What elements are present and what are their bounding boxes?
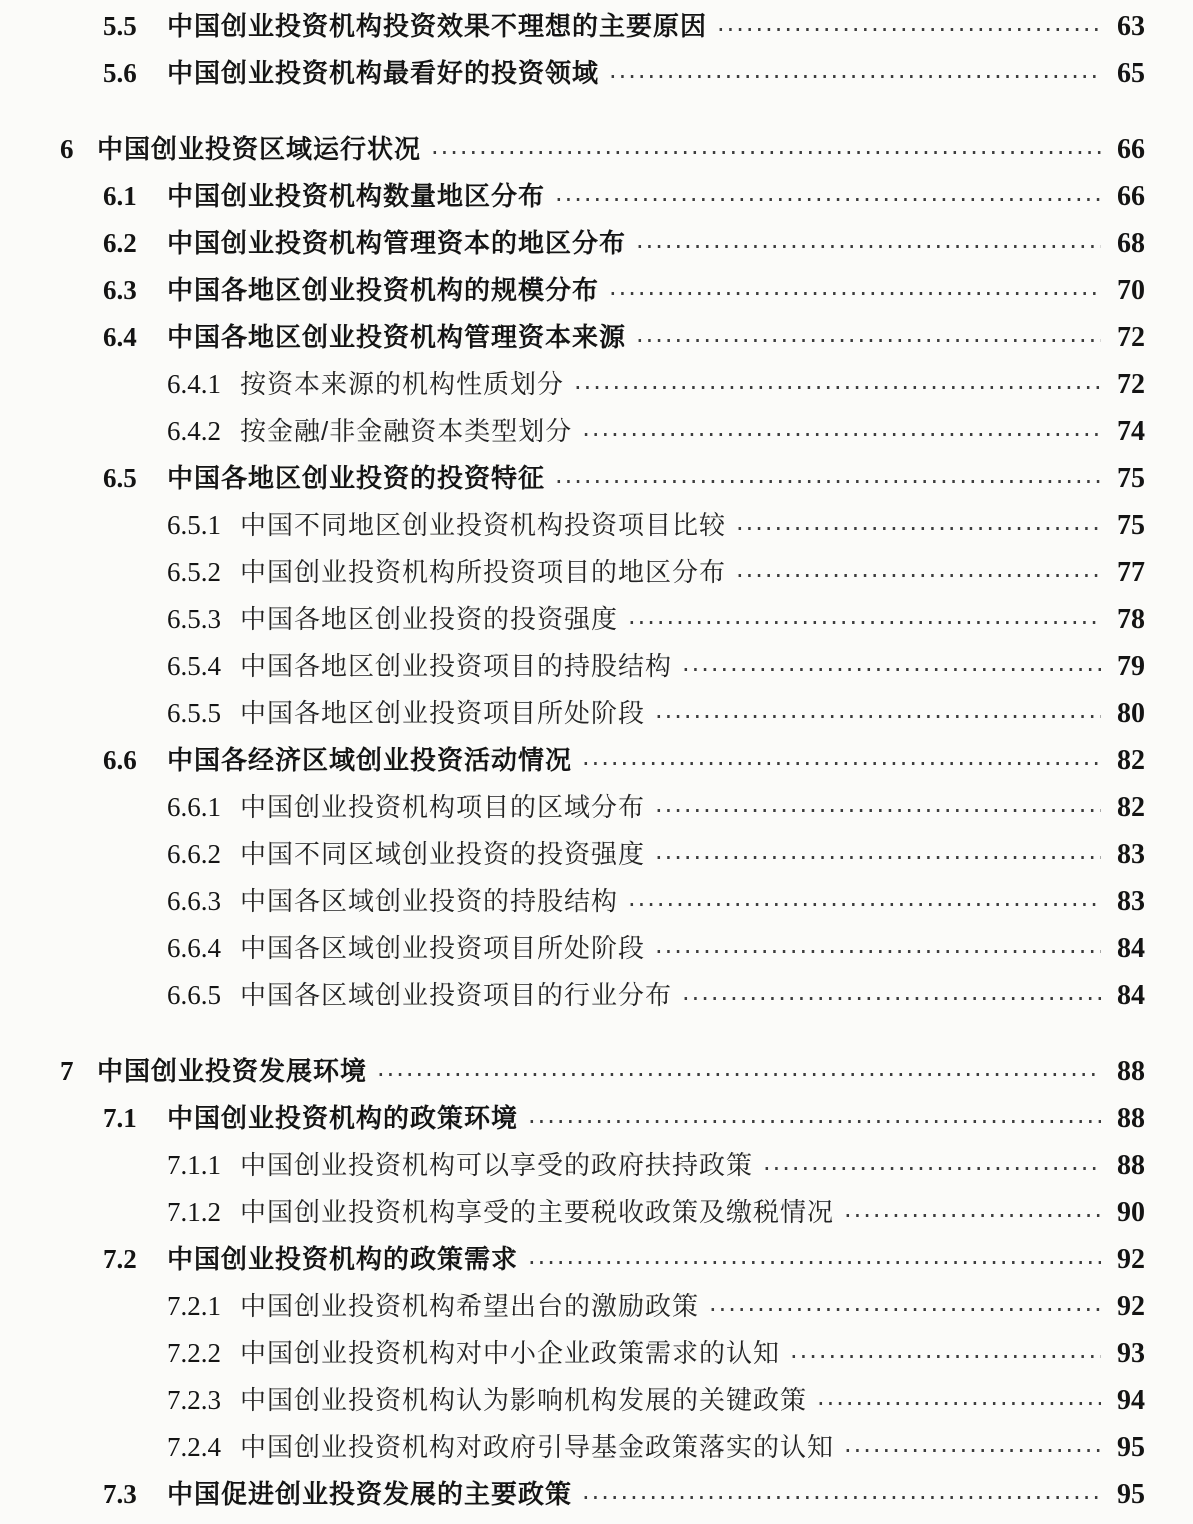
entry-number: 7.1 (103, 1103, 137, 1133)
entry-page-number: 68 (1117, 228, 1145, 259)
toc-entry (0, 1286, 1145, 1333)
entry-title: 中国创业投资机构投资效果不理想的主要原因 (167, 11, 708, 41)
dot-leader (582, 749, 1101, 779)
entry-title: 中国创业投资机构认为影响机构发展的关键政策 (240, 1385, 808, 1415)
dot-leader (655, 937, 1101, 967)
dot-leader (628, 608, 1101, 638)
dot-leader (790, 1342, 1101, 1372)
toc-entry (0, 53, 1145, 100)
entry-number: 6.5.2 (167, 557, 221, 587)
dot-leader (655, 796, 1101, 826)
entry-title: 中国各地区创业投资机构管理资本来源 (167, 322, 627, 352)
entry-page-number: 88 (1117, 1056, 1145, 1087)
entry-title: 中国创业投资机构管理资本的地区分布 (167, 228, 627, 258)
entry-page-number: 80 (1117, 698, 1145, 729)
entry-page-number: 66 (1117, 181, 1145, 212)
entry-page-number: 63 (1117, 11, 1145, 42)
entry-title: 中国创业投资区域运行状况 (97, 134, 422, 164)
entry-title: 中国各区域创业投资的持股结构 (240, 886, 619, 916)
entry-title: 中国创业投资机构项目的区域分布 (240, 792, 646, 822)
entry-title: 按资本来源的机构性质划分 (240, 369, 565, 399)
toc-entry (0, 1145, 1145, 1192)
toc-entry (0, 411, 1145, 458)
toc-entry (0, 129, 1145, 176)
entry-title: 中国不同区域创业投资的投资强度 (240, 839, 646, 869)
dot-leader (609, 62, 1101, 92)
dot-leader (609, 279, 1101, 309)
entry-number: 5.5 (103, 11, 137, 41)
entry-title: 按金融/非金融资本类型划分 (240, 416, 573, 446)
entry-number: 6.5.4 (167, 651, 221, 681)
entry-number: 7 (60, 1056, 74, 1086)
toc-entry (0, 364, 1145, 411)
entry-title: 中国创业投资机构对中小企业政策需求的认知 (240, 1338, 781, 1368)
entry-page-number: 92 (1117, 1291, 1145, 1322)
entry-page-number: 72 (1117, 369, 1145, 400)
entry-page-number: 65 (1117, 58, 1145, 89)
entry-page-number: 94 (1117, 1385, 1145, 1416)
dot-leader (717, 15, 1101, 45)
dot-leader (431, 138, 1101, 168)
entry-page-number: 93 (1117, 1338, 1145, 1369)
entry-title: 中国不同地区创业投资机构投资项目比较 (240, 510, 727, 540)
entry-title: 中国促进创业投资发展的主要政策 (167, 1479, 573, 1509)
entry-page-number: 72 (1117, 322, 1145, 353)
entry-number: 7.2.2 (167, 1338, 221, 1368)
dot-leader (582, 420, 1101, 450)
entry-title: 中国各地区创业投资机构的规模分布 (167, 275, 600, 305)
toc-entry (0, 176, 1145, 223)
entry-number: 6.5.3 (167, 604, 221, 634)
entry-number: 7.2.4 (167, 1432, 221, 1462)
entry-title: 中国创业投资机构数量地区分布 (167, 181, 546, 211)
entry-page-number: 83 (1117, 839, 1145, 870)
entry-page-number: 66 (1117, 134, 1145, 165)
entry-page-number: 95 (1117, 1432, 1145, 1463)
entry-page-number: 75 (1117, 463, 1145, 494)
toc-entry (0, 693, 1145, 740)
entry-number: 6.5.1 (167, 510, 221, 540)
entry-page-number: 88 (1117, 1150, 1145, 1181)
entry-number: 7.1.1 (167, 1150, 221, 1180)
entry-number: 6.5 (103, 463, 137, 493)
toc-entry (0, 787, 1145, 834)
toc-entry (0, 1051, 1145, 1098)
dot-leader (736, 514, 1101, 544)
entry-number: 7.1.2 (167, 1197, 221, 1227)
entry-page-number: 84 (1117, 933, 1145, 964)
dot-leader (844, 1201, 1101, 1231)
entry-title: 中国创业投资机构的政策环境 (167, 1103, 519, 1133)
dot-leader (682, 655, 1101, 685)
entry-number: 6 (60, 134, 74, 164)
entry-page-number: 82 (1117, 792, 1145, 823)
toc-entry (0, 1380, 1145, 1427)
entry-number: 6.4.1 (167, 369, 221, 399)
entry-page-number: 77 (1117, 557, 1145, 588)
entry-number: 6.3 (103, 275, 137, 305)
dot-leader (377, 1060, 1101, 1090)
dot-leader (844, 1436, 1101, 1466)
entry-number: 6.5.5 (167, 698, 221, 728)
dot-leader (582, 1483, 1101, 1513)
dot-leader (655, 702, 1101, 732)
toc-entry (0, 834, 1145, 881)
toc-entry (0, 1427, 1145, 1474)
toc-entry (0, 1192, 1145, 1239)
toc-entry (0, 1239, 1145, 1286)
entry-title: 中国各区域创业投资项目的行业分布 (240, 980, 673, 1010)
entry-number: 7.3 (103, 1479, 137, 1509)
toc-entry (0, 881, 1145, 928)
dot-leader (528, 1248, 1101, 1278)
dot-leader (655, 843, 1101, 873)
entry-title: 中国创业投资机构享受的主要税收政策及缴税情况 (240, 1197, 835, 1227)
toc-entry (0, 1098, 1145, 1145)
dot-leader (555, 185, 1101, 215)
entry-number: 7.2 (103, 1244, 137, 1274)
entry-title: 中国各地区创业投资项目的持股结构 (240, 651, 673, 681)
entry-title: 中国创业投资机构对政府引导基金政策落实的认知 (240, 1432, 835, 1462)
dot-leader (682, 984, 1101, 1014)
dot-leader (555, 467, 1101, 497)
toc-entry (0, 458, 1145, 505)
dot-leader (574, 373, 1101, 403)
entry-page-number: 74 (1117, 416, 1145, 447)
entry-number: 6.4.2 (167, 416, 221, 446)
toc-entry (0, 975, 1145, 1022)
entry-page-number: 82 (1117, 745, 1145, 776)
entry-number: 6.6.3 (167, 886, 221, 916)
toc-entry (0, 646, 1145, 693)
toc-entry (0, 1474, 1145, 1521)
entry-title: 中国各地区创业投资项目所处阶段 (240, 698, 646, 728)
entry-page-number: 75 (1117, 510, 1145, 541)
entry-page-number: 90 (1117, 1197, 1145, 1228)
entry-page-number: 92 (1117, 1244, 1145, 1275)
dot-leader (636, 326, 1101, 356)
entry-number: 6.6.4 (167, 933, 221, 963)
entry-title: 中国各经济区域创业投资活动情况 (167, 745, 573, 775)
toc-entry (0, 223, 1145, 270)
entry-page-number: 88 (1117, 1103, 1145, 1134)
entry-page-number: 84 (1117, 980, 1145, 1011)
toc-entry (0, 740, 1145, 787)
dot-leader (709, 1295, 1101, 1325)
entry-number: 6.6.1 (167, 792, 221, 822)
entry-number: 6.4 (103, 322, 137, 352)
entry-number: 6.6 (103, 745, 137, 775)
toc-entry (0, 1333, 1145, 1380)
entry-number: 7.2.3 (167, 1385, 221, 1415)
entry-title: 中国各地区创业投资的投资强度 (240, 604, 619, 634)
toc-entry (0, 599, 1145, 646)
entry-title: 中国创业投资机构最看好的投资领域 (167, 58, 600, 88)
entry-title: 中国各地区创业投资的投资特征 (167, 463, 546, 493)
entry-number: 6.1 (103, 181, 137, 211)
dot-leader (817, 1389, 1101, 1419)
entry-number: 6.2 (103, 228, 137, 258)
entry-number: 5.6 (103, 58, 137, 88)
entry-page-number: 83 (1117, 886, 1145, 917)
entry-page-number: 70 (1117, 275, 1145, 306)
toc-entry (0, 270, 1145, 317)
entry-title: 中国创业投资机构希望出台的激励政策 (240, 1291, 700, 1321)
entry-page-number: 78 (1117, 604, 1145, 635)
toc-entry (0, 505, 1145, 552)
toc-entry (0, 317, 1145, 364)
dot-leader (528, 1107, 1101, 1137)
entry-number: 6.6.2 (167, 839, 221, 869)
toc-entry (0, 928, 1145, 975)
entry-title: 中国创业投资机构的政策需求 (167, 1244, 519, 1274)
entry-number: 7.2.1 (167, 1291, 221, 1321)
toc-entry (0, 552, 1145, 599)
dot-leader (736, 561, 1101, 591)
dot-leader (628, 890, 1101, 920)
dot-leader (763, 1154, 1101, 1184)
entry-title: 中国创业投资发展环境 (97, 1056, 368, 1086)
entry-number: 6.6.5 (167, 980, 221, 1010)
entry-page-number: 79 (1117, 651, 1145, 682)
entry-page-number: 95 (1117, 1479, 1145, 1510)
entry-title: 中国创业投资机构所投资项目的地区分布 (240, 557, 727, 587)
entry-title: 中国创业投资机构可以享受的政府扶持政策 (240, 1150, 754, 1180)
toc-entry (0, 6, 1145, 53)
dot-leader (636, 232, 1101, 262)
toc-list (0, 6, 1145, 1521)
entry-title: 中国各区域创业投资项目所处阶段 (240, 933, 646, 963)
